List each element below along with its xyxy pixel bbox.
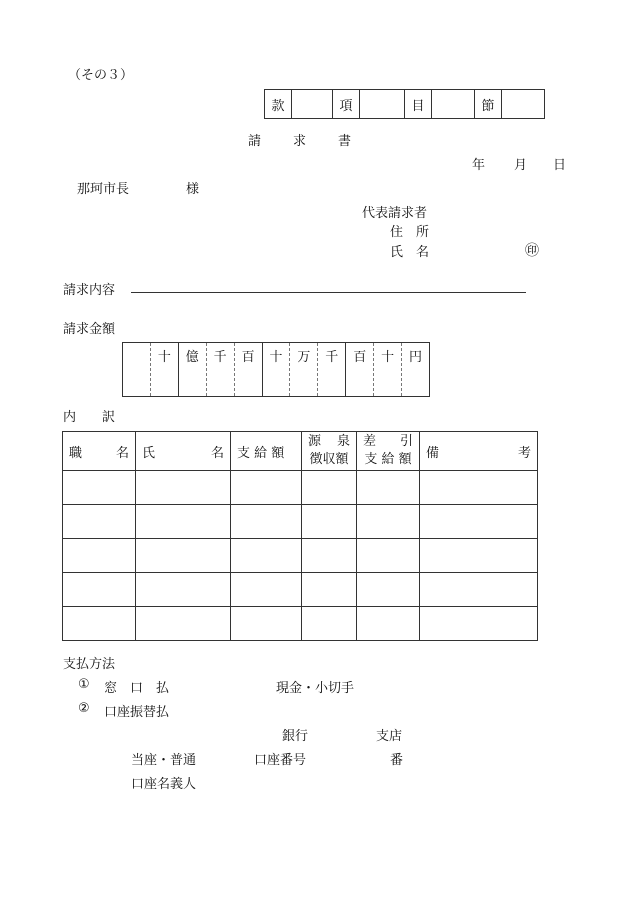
payment-option1-number: ①	[78, 677, 90, 692]
budget-kan-field[interactable]	[291, 89, 333, 119]
payment-option2-number: ②	[78, 701, 90, 716]
col-name: 氏 名	[136, 432, 231, 471]
payment-label: 支払方法	[63, 657, 116, 672]
budget-kou-label: 項	[332, 89, 360, 119]
budget-kou-field[interactable]	[359, 89, 405, 119]
amount-digit: 万	[289, 343, 317, 396]
budget-moku-label: 目	[404, 89, 432, 119]
account-holder-label: 口座名義人	[131, 777, 197, 792]
breakdown-label: 内 訳	[63, 410, 116, 425]
content-label: 請求内容	[63, 283, 116, 298]
addressee-honorific: 様	[186, 182, 200, 197]
col-withholding: 源 泉 徴収額	[302, 432, 357, 471]
budget-boxes	[265, 89, 545, 119]
amount-digit: 億	[178, 343, 206, 396]
seal-mark: ㊞	[525, 243, 539, 259]
budget-moku-field[interactable]	[431, 89, 475, 119]
claimant-name-label: 氏 名	[390, 245, 430, 260]
table-header-row	[63, 432, 538, 471]
payment-option1-label: 窓 口 払	[104, 681, 170, 696]
budget-kan-label: 款	[264, 89, 292, 119]
table-row[interactable]	[63, 573, 538, 607]
amount-label: 請求金額	[63, 322, 116, 337]
table-row[interactable]	[63, 539, 538, 573]
date-month: 月	[514, 158, 528, 173]
amount-digit: 十	[150, 343, 178, 396]
col-remarks: 備 考	[420, 432, 538, 471]
account-number-suffix: 番	[390, 753, 404, 768]
amount-digit: 百	[234, 343, 262, 396]
content-line[interactable]	[131, 292, 526, 293]
table-row[interactable]	[63, 607, 538, 641]
budget-setsu-label: 節	[474, 89, 502, 119]
col-pay: 支 給 額	[231, 432, 302, 471]
account-type-label: 当座・普通	[131, 753, 197, 768]
amount-digit: 十	[262, 343, 290, 396]
amount-digit: 円	[401, 343, 429, 396]
amount-grid[interactable]	[122, 342, 430, 397]
part-label: （その３）	[68, 68, 134, 83]
amount-leading-cell	[123, 343, 150, 396]
amount-digit: 百	[345, 343, 373, 396]
claimant-rep-label: 代表請求者	[362, 206, 428, 221]
bank-label: 銀行	[282, 729, 309, 744]
breakdown-table	[62, 431, 538, 641]
amount-digit: 十	[373, 343, 401, 396]
claimant-address-label: 住 所	[390, 225, 430, 240]
col-position: 職 名	[63, 432, 136, 471]
col-net-pay: 差 引 支 給 額	[357, 432, 420, 471]
addressee-name: 那珂市長	[77, 182, 130, 197]
table-row[interactable]	[63, 471, 538, 505]
amount-digit: 千	[206, 343, 234, 396]
document-title: 請 求 書	[248, 134, 354, 149]
payment-option2-label: 口座振替払	[104, 705, 170, 720]
branch-label: 支店	[376, 729, 403, 744]
budget-setsu-field[interactable]	[501, 89, 545, 119]
date-day: 日	[553, 158, 567, 173]
amount-digit: 千	[317, 343, 345, 396]
payment-option1-note: 現金・小切手	[276, 681, 355, 696]
date-year: 年	[472, 158, 486, 173]
table-row[interactable]	[63, 505, 538, 539]
account-number-label: 口座番号	[254, 753, 307, 768]
